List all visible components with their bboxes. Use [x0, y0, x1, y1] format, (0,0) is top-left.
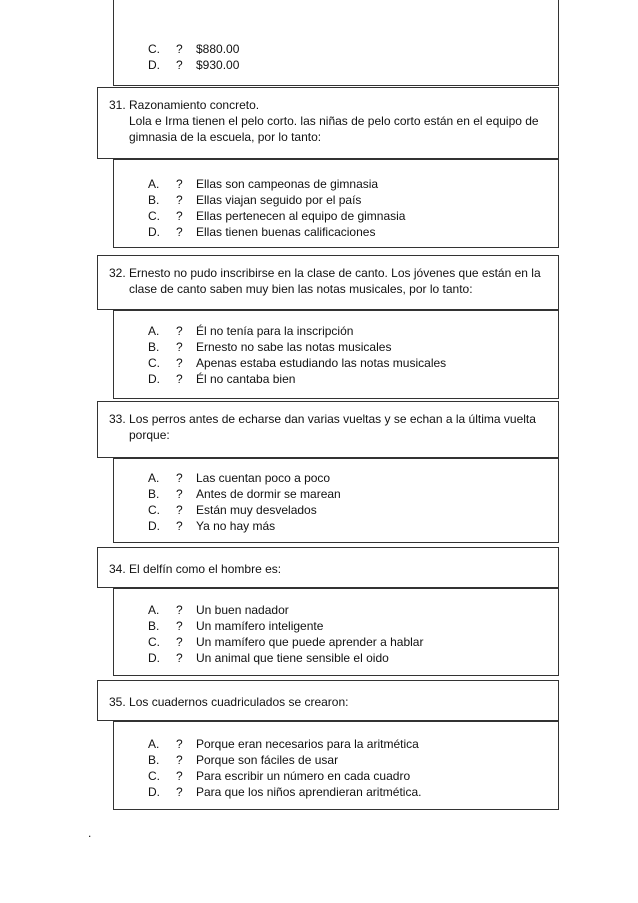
question-text: 34. El delfín como el hombre es:	[109, 562, 282, 576]
footer-mark: .	[88, 826, 92, 840]
question-box-33	[97, 401, 559, 458]
question-text: 32. Ernesto no pudo inscribirse en la clase de canto. Los jóvenes que están en la clase de canto saben muy bien las notas musicales, por lo tanto:	[109, 266, 541, 296]
question-text: 33. Los perros antes de echarse dan varias vueltas y se echan a la última vuelta porque:	[109, 412, 536, 442]
answer-box-continued: C. ? $880.00 D. ? $930.00	[113, 0, 559, 86]
question-box-32	[97, 255, 559, 310]
question-text: 35. Los cuadernos cuadriculados se crearon:	[109, 695, 349, 709]
answer-box-33: A. ? Las cuentan poco a poco B. ? Antes de dormir se marean C. ? Están muy desvelados D. ? Ya no hay más	[113, 458, 559, 543]
question-box-34	[97, 547, 559, 588]
answer-box-31: A. ? Ellas son campeonas de gimnasia B. ? Ellas viajan seguido por el país C. ? Ellas pertenecen al equipo de gimnasia D. ? Ellas tienen buenas calificaciones	[113, 159, 559, 248]
answer-box-35: A. ? Porque eran necesarios para la aritmética B. ? Porque son fáciles de usar C. ? Para escribir un número en cada cuadro D. ? Para que los niños aprendieran aritmética.	[113, 721, 559, 810]
question-box-31	[97, 87, 559, 159]
answer-box-32: A. ? Él no tenía para la inscripción B. ? Ernesto no sabe las notas musicales C. ? Apenas estaba estudiando las notas musicales D. ? Él no cantaba bien	[113, 310, 559, 399]
question-text: 31. Razonamiento concreto. Lola e Irma tienen el pelo corto. las niñas de pelo corto están en el equipo de gimnasia de la escuela, por lo tanto:	[109, 98, 539, 144]
question-box-35	[97, 680, 559, 721]
answer-box-34: A. ? Un buen nadador B. ? Un mamífero inteligente C. ? Un mamífero que puede aprender a hablar D. ? Un animal que tiene sensible el oido	[113, 588, 559, 676]
